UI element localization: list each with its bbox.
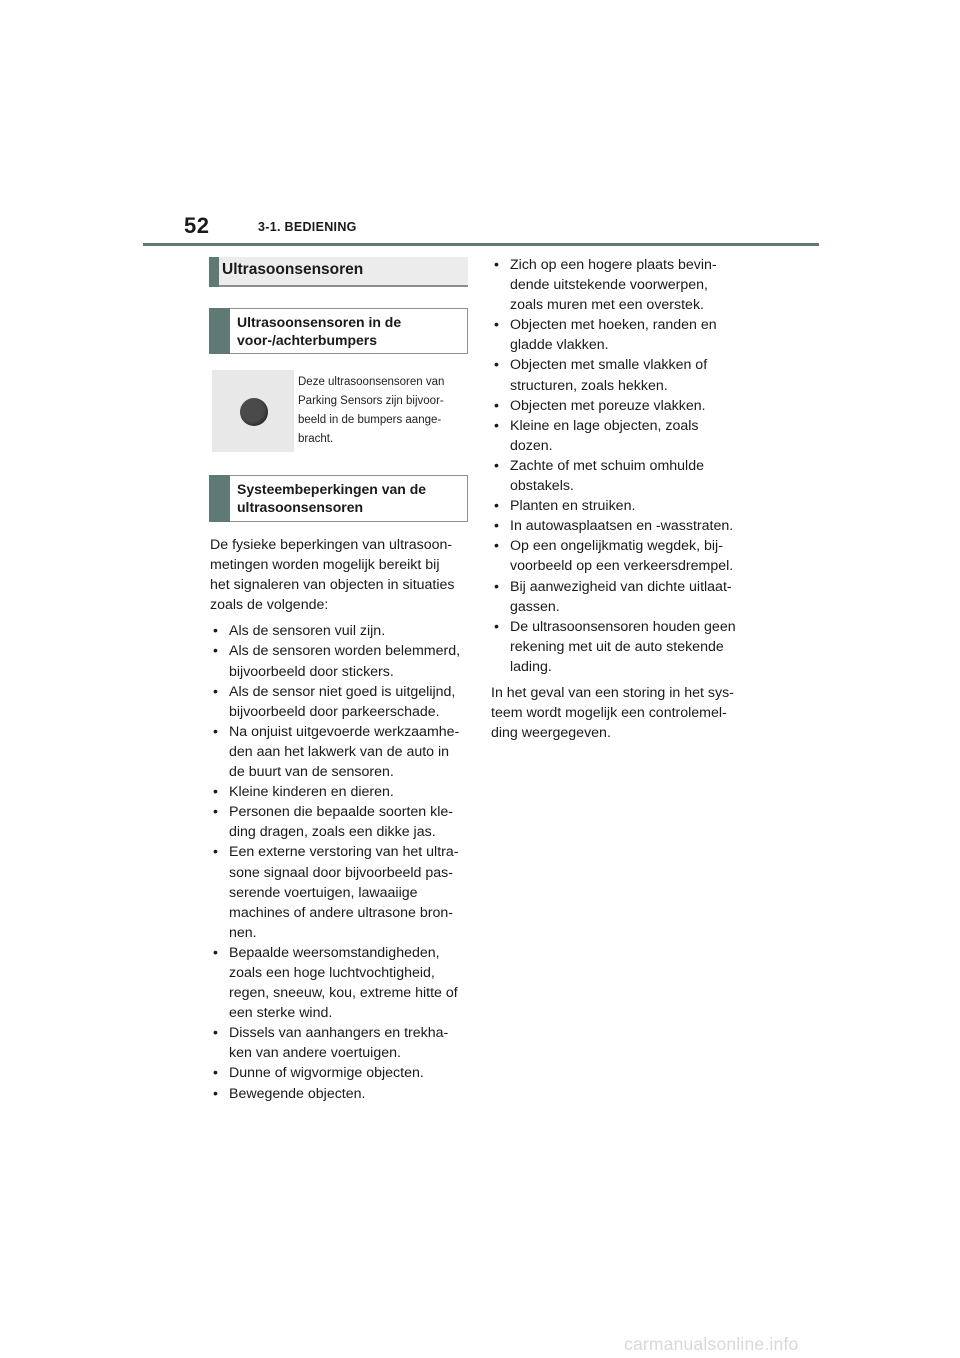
text-line: Objecten met hoeken, randen en: [510, 317, 717, 334]
subheading-line: ultrasoonsensoren: [237, 499, 364, 515]
bullet-icon: •: [494, 397, 499, 414]
caption-line: bracht.: [298, 433, 334, 445]
text-line: het signaleren van objecten in situaties: [210, 577, 455, 594]
list-item: [210, 943, 472, 1023]
text-line: In autowasplaatsen en -wasstraten.: [510, 518, 734, 535]
list-item: [210, 641, 472, 681]
text-line: De ultrasoonsensoren houden geen: [510, 618, 736, 635]
text-line: ken van andere voertuigen.: [229, 1045, 401, 1062]
bullet-icon: •: [213, 1025, 218, 1042]
page-number: 52: [184, 213, 210, 238]
bullet-icon: •: [494, 417, 499, 434]
subheading-line: Systeembeperkingen van de: [237, 481, 427, 497]
text-line: dozen.: [510, 437, 553, 454]
text-line: sone signaal door bijvoorbeeld pas-: [229, 864, 453, 881]
text-line: dende uitstekende voorwerpen,: [510, 277, 708, 294]
bullet-icon: •: [494, 317, 499, 334]
text-line: ding weergegeven.: [491, 725, 611, 742]
main-heading: Ultrasoonsensoren: [222, 261, 364, 278]
list-item: [491, 617, 755, 677]
list-item: [210, 621, 472, 641]
text-line: lading.: [510, 658, 552, 675]
text-line: de buurt van de sensoren.: [229, 764, 394, 781]
bullet-icon: •: [213, 844, 218, 861]
text-line: Als de sensor niet goed is uitgelijnd,: [229, 683, 456, 700]
text-line: obstakels.: [510, 478, 574, 495]
text-line: In het geval van een storing in het sys-: [491, 684, 734, 701]
text-line: Zich op een hogere plaats bevin-: [510, 257, 717, 273]
text-line: zoals een hoge luchtvochtigheid,: [229, 964, 435, 981]
outro-paragraph: [491, 683, 755, 743]
list-item: [210, 722, 472, 782]
bullet-icon: •: [494, 578, 499, 595]
bullet-icon: •: [213, 723, 218, 740]
text-line: Op een ongelijkmatig wegdek, bij-: [510, 538, 723, 555]
text-line: Bewegende objecten.: [229, 1085, 366, 1102]
text-line: nen.: [229, 924, 257, 941]
text-line: Objecten met poreuze vlakken.: [510, 397, 706, 414]
list-item: [210, 782, 472, 802]
bullet-icon: •: [213, 1085, 218, 1102]
text-line: Kleine kinderen en dieren.: [229, 784, 394, 801]
text-line: regen, sneeuw, kou, extreme hitte of: [229, 985, 458, 1002]
text-line: Dunne of wigvormige objecten.: [229, 1065, 424, 1082]
text-line: bijvoorbeeld door parkeerschade.: [229, 703, 440, 720]
main-heading-box: [209, 257, 468, 287]
header-divider: [143, 243, 819, 246]
bullet-icon: •: [213, 784, 218, 801]
text-line: Planten en struiken.: [510, 498, 636, 515]
subheading-system-limits: [209, 475, 468, 522]
limitations-list: [210, 621, 472, 1103]
list-item: [491, 456, 755, 496]
list-item: [491, 516, 755, 536]
list-item: [210, 1084, 472, 1104]
caption-line: beeld in de bumpers aange-: [298, 414, 442, 426]
limitations-list-continued: [491, 255, 755, 677]
subheading-line: voor-/achterbumpers: [237, 332, 378, 348]
intro-paragraph: [210, 535, 472, 615]
text-line: voorbeeld op een verkeersdrempel.: [510, 558, 734, 575]
caption-line: Deze ultrasoonsensoren van: [298, 376, 445, 388]
subheading-accent-bar: [209, 475, 230, 522]
text-line: een sterke wind.: [229, 1005, 333, 1022]
bullet-icon: •: [494, 357, 499, 374]
heading-accent-bar: [209, 257, 219, 287]
subheading-line: Ultrasoonsensoren in de: [237, 314, 402, 330]
text-line: Bepaalde weersomstandigheden,: [229, 944, 440, 961]
text-line: bijvoorbeeld door stickers.: [229, 663, 394, 680]
bullet-icon: •: [494, 457, 499, 474]
text-line: Als de sensoren vuil zijn.: [229, 623, 386, 640]
text-line: serende voertuigen, lawaaiige: [229, 884, 418, 901]
list-item: [491, 536, 755, 576]
list-item: [210, 802, 472, 842]
text-line: metingen worden mogelijk bereikt bij: [210, 557, 440, 574]
list-item: [210, 682, 472, 722]
text-line: gladde vlakken.: [510, 337, 609, 354]
subheading-text: [237, 313, 459, 349]
text-line: Zachte of met schuim omhulde: [510, 457, 704, 474]
text-line: Bij aanwezigheid van dichte uitlaat-: [510, 578, 732, 595]
text-line: zoals muren met een overstek.: [510, 297, 704, 314]
text-line: teem wordt mogelijk een controlemel-: [491, 705, 727, 722]
list-item: [491, 496, 755, 516]
list-item: [491, 416, 755, 456]
text-line: Objecten met smalle vlakken of: [510, 357, 708, 374]
subheading-accent-bar: [209, 308, 230, 354]
text-line: Dissels van aanhangers en trekha-: [229, 1025, 449, 1042]
bullet-icon: •: [213, 623, 218, 640]
text-line: Personen die bepaalde soorten kle-: [229, 804, 454, 821]
list-item: [210, 1063, 472, 1083]
sensor-icon: [240, 398, 268, 426]
left-column: [210, 535, 472, 1104]
text-line: gassen.: [510, 598, 560, 615]
bullet-icon: •: [494, 257, 499, 273]
ultrasonic-sensor-image: [212, 370, 294, 452]
text-line: rekening met uit de auto stekende: [510, 638, 724, 655]
section-title: 3-1. BEDIENING: [258, 220, 357, 234]
text-line: ding dragen, zoals een dikke jas.: [229, 824, 436, 841]
list-item: [491, 355, 755, 395]
text-line: Als de sensoren worden belemmerd,: [229, 643, 461, 660]
list-item: [491, 396, 755, 416]
text-line: structuren, zoals hekken.: [510, 377, 668, 394]
bullet-icon: •: [494, 498, 499, 515]
bullet-icon: •: [213, 1065, 218, 1082]
caption-line: Parking Sensors zijn bijvoor-: [298, 395, 444, 407]
bullet-icon: •: [494, 618, 499, 635]
text-line: zoals de volgende:: [210, 597, 329, 614]
list-item: [210, 1023, 472, 1063]
bullet-icon: •: [213, 804, 218, 821]
text-line: den aan het lakwerk van de auto in: [229, 743, 450, 760]
bullet-icon: •: [213, 683, 218, 700]
bullet-icon: •: [213, 643, 218, 660]
list-item: [491, 577, 755, 617]
figure-caption: [298, 373, 466, 449]
text-line: Een externe verstoring van het ultra-: [229, 844, 459, 861]
list-item: [210, 842, 472, 942]
list-item: [491, 255, 755, 315]
right-column: [491, 255, 755, 749]
text-line: Na onjuist uitgevoerde werkzaamhe-: [229, 723, 460, 740]
bullet-icon: •: [494, 538, 499, 555]
text-line: De fysieke beperkingen van ultrasoon-: [210, 537, 453, 553]
watermark: carmanualsonline.info: [624, 1334, 799, 1354]
text-line: machines of andere ultrasone bron-: [229, 904, 453, 921]
bullet-icon: •: [213, 944, 218, 961]
list-item: [491, 315, 755, 355]
subheading-text: [237, 480, 459, 516]
text-line: Kleine en lage objecten, zoals: [510, 417, 699, 434]
subheading-bumper-sensors: [209, 308, 468, 354]
bullet-icon: •: [494, 518, 499, 535]
